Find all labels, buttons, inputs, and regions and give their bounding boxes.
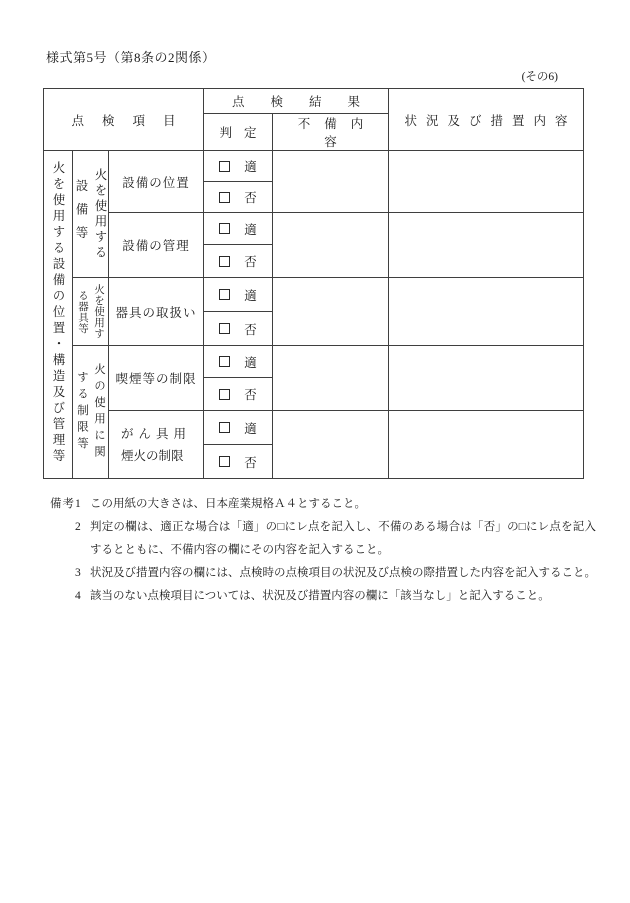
fail-label: 否 [244, 322, 257, 337]
pass-label: 適 [244, 421, 257, 436]
remarks-section [50, 493, 596, 608]
pass-label: 適 [244, 288, 257, 303]
category-cell [44, 151, 73, 479]
item-toy-fireworks-line1: がん具用 [121, 426, 192, 441]
item-smoking-restriction: 喫煙等の制限 [109, 346, 204, 411]
group-appliance-main: 火を使用す [93, 284, 104, 339]
fail-checkbox[interactable] [219, 192, 230, 203]
status-cell[interactable] [389, 213, 584, 278]
remark-item [75, 516, 596, 562]
fail-label: 否 [244, 191, 257, 205]
pass-label: 適 [244, 355, 257, 370]
judge-cell [204, 312, 273, 346]
header-inspection-item: 点検項目 [44, 89, 204, 151]
pass-label: 適 [244, 160, 257, 174]
inspection-table [43, 88, 584, 479]
group-equipment-main: 火を使用する [93, 167, 107, 261]
remark-text: 該当のない点検項目については、状況及び措置内容の欄に「該当なし」と記入すること。 [90, 590, 550, 602]
pass-checkbox[interactable] [219, 289, 230, 300]
group-restriction-main: 火の使用に関 [93, 362, 105, 462]
remark-text: 判定の欄は、適正な場合は「適」の□にレ点を記入し、不備のある場合は「否」の□にレ点を記入するとともに、不備内容の欄にその内容を記入すること。 [90, 521, 596, 556]
remark-item [75, 562, 596, 585]
remark-item [75, 585, 596, 608]
pass-checkbox[interactable] [219, 223, 230, 234]
remark-number: 3 [75, 567, 81, 579]
deficiency-cell[interactable] [273, 411, 389, 479]
header-inspection-result: 点検結果 [204, 89, 389, 114]
fail-label: 否 [244, 455, 257, 470]
header-judgement: 判定 [204, 114, 273, 151]
deficiency-cell[interactable] [273, 278, 389, 346]
item-toy-fireworks-restriction [109, 411, 204, 479]
fail-checkbox[interactable] [219, 456, 230, 467]
deficiency-cell[interactable] [273, 346, 389, 411]
deficiency-cell[interactable] [273, 151, 389, 213]
pass-checkbox[interactable] [219, 161, 230, 172]
item-toy-fireworks-line2: 煙火の制限 [121, 448, 184, 463]
pass-checkbox[interactable] [219, 422, 230, 433]
remark-number: 1 [75, 498, 81, 510]
remarks-label: 備考 [50, 498, 75, 510]
fail-checkbox[interactable] [219, 323, 230, 334]
status-cell[interactable] [389, 346, 584, 411]
deficiency-cell[interactable] [273, 213, 389, 278]
group-appliance-sub: る器具等 [77, 289, 88, 334]
remark-text: 状況及び措置内容の欄には、点検時の点検項目の状況及び点検の際措置した内容を記入すること。 [90, 567, 596, 579]
judge-cell [204, 278, 273, 312]
group-equipment-cell [73, 151, 109, 278]
judge-cell [204, 445, 273, 479]
item-appliance-handling: 器具の取扱い [109, 278, 204, 346]
status-cell[interactable] [389, 411, 584, 479]
fail-label: 否 [244, 255, 257, 269]
judge-cell [204, 378, 273, 411]
fail-checkbox[interactable] [219, 389, 230, 400]
header-deficiency: 不備内容 [273, 114, 389, 151]
remark-item [75, 493, 596, 516]
judge-cell [204, 245, 273, 278]
fail-label: 否 [244, 388, 257, 402]
pass-checkbox[interactable] [219, 356, 230, 367]
judge-cell [204, 151, 273, 182]
group-restriction-sub: する制限等 [76, 370, 88, 454]
category-label: 火を使用する設備の位置・構造及び管理等 [51, 160, 65, 465]
item-equipment-position: 設備の位置 [109, 151, 204, 213]
header-status-measures: 状況及び措置内容 [389, 89, 584, 151]
group-restriction-cell [73, 346, 109, 479]
remark-text: この用紙の大きさは、日本産業規格Ａ４とすること。 [90, 498, 366, 510]
status-cell[interactable] [389, 151, 584, 213]
judge-cell [204, 411, 273, 445]
remark-number: 4 [75, 590, 81, 602]
judge-cell [204, 346, 273, 378]
judge-cell [204, 182, 273, 213]
pass-label: 適 [244, 222, 257, 237]
status-cell[interactable] [389, 278, 584, 346]
fail-checkbox[interactable] [219, 256, 230, 267]
item-equipment-management: 設備の管理 [109, 213, 204, 278]
sheet-number: (その6) [521, 71, 558, 83]
form-title: 様式第5号（第8条の2関係） [46, 50, 216, 65]
judge-cell [204, 213, 273, 245]
group-appliance-cell [73, 278, 109, 346]
group-equipment-sub: 設備等 [74, 178, 88, 250]
remark-number: 2 [75, 521, 81, 533]
